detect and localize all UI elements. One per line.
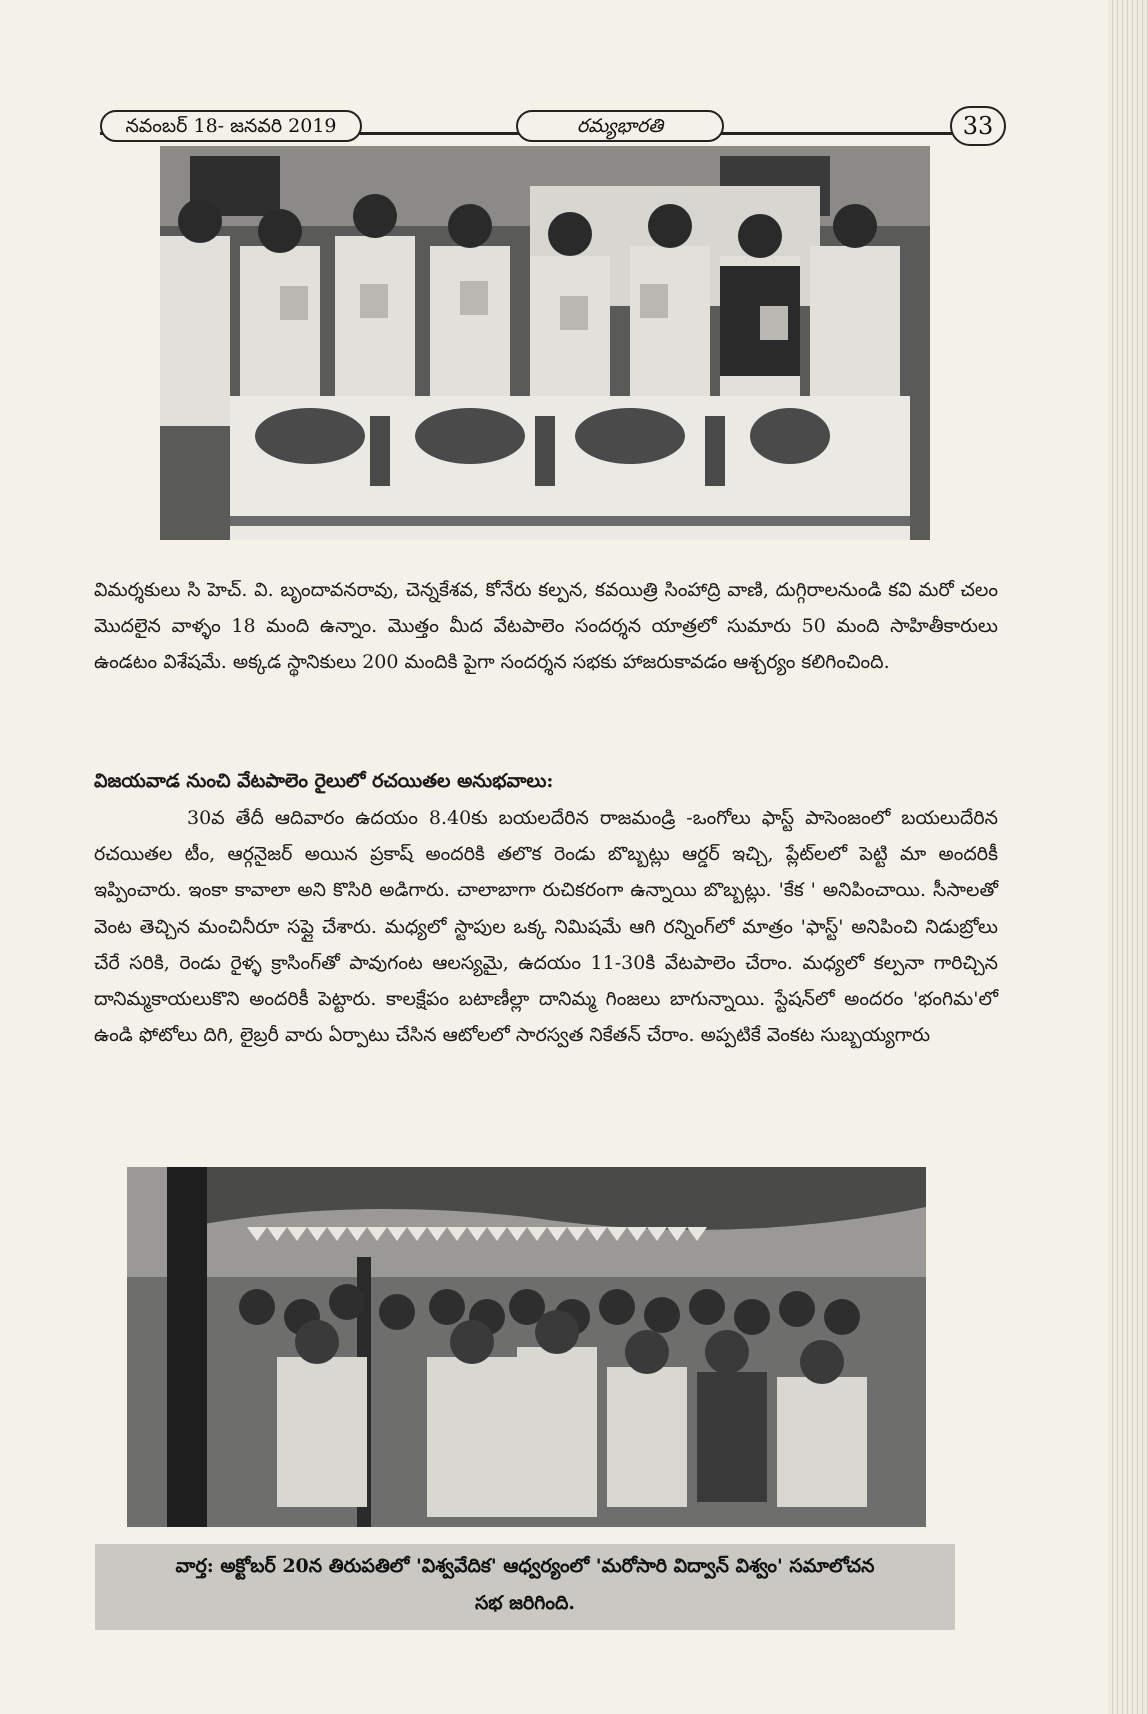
page-header: [100, 108, 1004, 142]
page-number: 33: [950, 106, 1006, 146]
issue-date: నవంబర్ 18- జనవరి 2019: [100, 110, 362, 142]
section-heading: విజయవాడ నుంచి వేటపాలెం రైలులో రచయితల అనుభవాలు:: [94, 770, 554, 792]
article-paragraph-1: విమర్శకులు సి హెచ్. వి. బృందావనరావు, చెన్నకేశవ, కోనేరు కల్పన, కవయిత్రి సింహాద్రి వాణి, దుగ్గిరాలనుండి కవి మరో చలం మొదలైన వాళ్ళం 18 మంది ఉన్నాం. మొత్తం మీద వేటపాలెం సందర్శన యాత్రలో సుమారు 50 మంది సాహితీకారులు ఉండటం విశేషమే. అక్కడ స్థానికులు 200 మందికి పైగా సందర్శన సభకు హాజరుకావడం ఆశ్చర్యం కలిగించింది.: [94, 579, 998, 673]
page-stack-edge: [1108, 0, 1148, 1714]
book-release-photo: [160, 146, 930, 540]
article-paragraph-2: 30వ తేదీ ఆదివారం ఉదయం 8.40కు బయలదేరిన రాజమండ్రి -ఒంగోలు ఫాస్ట్ పాసెంజంలో బయలుదేరిన రచయితల టీం, ఆర్గనైజర్ అయిన ప్రకాష్ అందరికి తలొక రెండు బొబ్బట్లు ఆర్డర్ ఇచ్చి, ప్లేట్‌లలో పెట్టి మా అందరికీ ఇప్పించారు. ఇంకా కావాలా అని కొసిరి అడిగారు. చాలాబాగా రుచికరంగా ఉన్నాయి బొబ్బట్లు. 'కేక ' అనిపించాయి. సీసాలతో వెంట తెచ్చిన మంచినీరూ సప్లై చేశారు. మధ్యలో స్టాపుల ఒక్క నిమిషమే ఆగి రన్నింగ్‌లో మాత్రం 'ఫాస్ట్' అనిపించి నిడుబ్రోలు చేరే సరికి, రెండు రైళ్ళ క్రాసింగ్‌తో పావుగంట ఆలస్యమై, ఉదయం 11-30కి వేటపాలెం చేరాం. మధ్యలో కల్పనా గారిచ్చిన దానిమ్మకాయలుకొని అందరికీ పెట్టారు. కాలక్షేపం బటాణీల్లా దానిమ్మ గింజలు బాగున్నాయి. స్టేషన్‌లో అందరం 'భంగిమ'లో ఉండి ఫోటోలు దిగి, లైబ్రరీ వారు ఏర్పాటు చేసిన ఆటోలలో సారస్వత నికేతన్ చేరాం. అప్పటికే వెంకట సుబ్బయ్యగారు: [94, 807, 998, 1047]
caption-line-2: సభ జరిగింది.: [474, 1592, 576, 1614]
caption-line-1: వార్త: అక్టోబర్ 20న తిరుపతిలో 'విశ్వవేదిక' ఆధ్వర్యంలో 'మరోసారి విద్వాన్ విశ్వం' సమాలోచన: [175, 1555, 875, 1577]
photo-caption: [95, 1544, 955, 1630]
magazine-title: రమ్యభారతి: [516, 110, 724, 142]
meeting-audience-photo: [127, 1167, 926, 1527]
